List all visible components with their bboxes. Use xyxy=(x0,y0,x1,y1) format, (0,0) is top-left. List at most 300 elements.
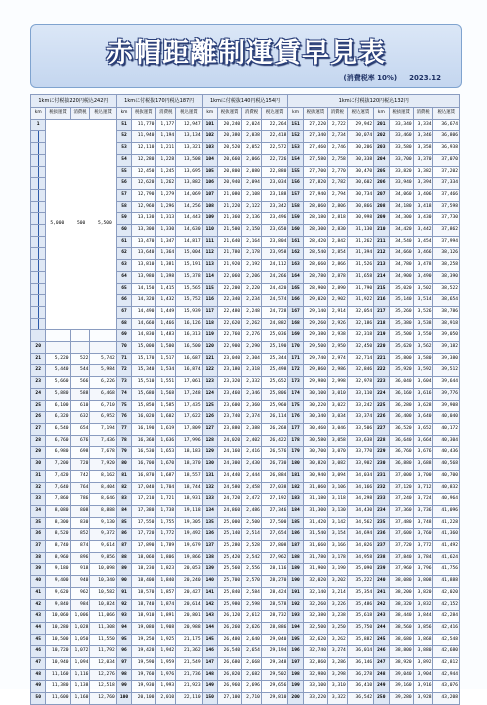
base-fare-cell: 32,740 xyxy=(303,646,327,658)
base-fare-cell: 27,460 xyxy=(303,143,327,155)
km-cell: 36 xyxy=(31,529,46,541)
km-cell: 144 xyxy=(202,622,217,634)
base-fare-cell: 30,220 xyxy=(303,400,327,412)
km-cell: 122 xyxy=(202,365,217,377)
km-cell: 114 xyxy=(202,271,217,283)
tax-cell: 3,604 xyxy=(413,377,433,389)
tax-cell: 1,891 xyxy=(156,611,176,623)
tax-cell: 3,514 xyxy=(413,295,433,307)
km-cell: 138 xyxy=(202,552,217,564)
tax-cell: 3,844 xyxy=(413,611,433,623)
tax-cell: 2,458 xyxy=(242,482,262,494)
total-fare-cell: 36,674 xyxy=(433,119,460,131)
km-cell: 108 xyxy=(202,201,217,213)
km-cell: 232 xyxy=(374,482,389,494)
tax-cell: 2,598 xyxy=(242,599,262,611)
total-fare-cell: 29,348 xyxy=(261,658,287,670)
base-fare-cell: 5,440 xyxy=(46,365,70,377)
km-cell: 70 xyxy=(116,342,131,354)
tax-cell: 3,466 xyxy=(413,248,433,260)
tax-note: (消費税率 10%) xyxy=(343,74,398,82)
base-fare-cell: 26,540 xyxy=(217,646,241,658)
total-fare-cell: 38,654 xyxy=(433,295,460,307)
km-cell: 69 xyxy=(116,330,131,342)
tax-cell: 3,046 xyxy=(327,423,347,435)
tax-cell: 2,556 xyxy=(242,564,262,576)
total-fare-cell: 7,194 xyxy=(90,423,116,435)
base-fare-cell: 22,480 xyxy=(217,306,241,318)
tax-cell: 962 xyxy=(70,587,90,599)
km-cell xyxy=(31,283,46,295)
km-cell: 214 xyxy=(374,271,389,283)
km-cell: 50 xyxy=(31,693,46,705)
base-fare-cell: 36,640 xyxy=(389,435,413,447)
total-fare-cell: 11,792 xyxy=(90,646,116,658)
group-header: 1kmに付税抜220円税込242円 xyxy=(31,95,117,108)
km-cell: 185 xyxy=(288,517,303,529)
base-fare-cell: 23,320 xyxy=(217,377,241,389)
km-cell: 1 xyxy=(31,119,46,131)
total-fare-cell: 37,862 xyxy=(433,225,460,237)
km-cell: 97 xyxy=(116,658,131,670)
total-fare-cell: 42,416 xyxy=(433,622,460,634)
total-fare-cell: 24,882 xyxy=(261,318,287,330)
base-fare-cell: 20,660 xyxy=(217,154,241,166)
tax-cell: 2,262 xyxy=(242,318,262,330)
total-fare-cell: 36,806 xyxy=(433,131,460,143)
tax-cell: 2,998 xyxy=(327,377,347,389)
total-fare-cell: 31,130 xyxy=(347,225,373,237)
base-fare-cell: 31,660 xyxy=(303,541,327,553)
tax-cell: 676 xyxy=(70,435,90,447)
total-fare-cell: 39,908 xyxy=(433,400,460,412)
tax-cell: 1,534 xyxy=(156,365,176,377)
first-block-base: 5,000 xyxy=(50,221,65,227)
tax-cell: 2,794 xyxy=(327,189,347,201)
km-cell xyxy=(31,248,46,260)
total-fare-cell: 30,602 xyxy=(347,178,373,190)
tax-cell: 3,094 xyxy=(327,470,347,482)
base-fare-cell: 6,100 xyxy=(46,400,70,412)
total-fare-cell: 19,305 xyxy=(176,517,202,529)
tax-cell: 3,034 xyxy=(327,412,347,424)
km-cell: 204 xyxy=(374,154,389,166)
total-fare-cell: 16,500 xyxy=(176,342,202,354)
km-cell: 150 xyxy=(202,693,217,705)
base-fare-cell: 28,540 xyxy=(303,248,327,260)
base-fare-cell: 34,060 xyxy=(389,189,413,201)
tax-cell: 918 xyxy=(70,564,90,576)
base-fare-cell: 36,040 xyxy=(389,377,413,389)
column-header-tax: 消費税 xyxy=(70,108,90,120)
base-fare-cell: 18,910 xyxy=(132,611,156,623)
km-cell: 146 xyxy=(202,646,217,658)
tax-cell: 2,178 xyxy=(242,248,262,260)
total-fare-cell: 20,240 xyxy=(176,576,202,588)
tax-cell: 3,274 xyxy=(327,646,347,658)
down-arrow-icon xyxy=(38,225,39,236)
tax-cell: 3,796 xyxy=(413,564,433,576)
total-fare-cell: 33,242 xyxy=(347,400,373,412)
tax-cell: 3,010 xyxy=(327,388,347,400)
km-cell: 23 xyxy=(31,377,46,389)
km-cell xyxy=(31,271,46,283)
tax-cell: 1,721 xyxy=(156,494,176,506)
total-fare-cell: 34,034 xyxy=(347,470,373,482)
tax-cell: 1,330 xyxy=(156,225,176,237)
base-fare-cell: 10,720 xyxy=(46,646,70,658)
tax-cell: 3,904 xyxy=(413,669,433,681)
total-fare-cell: 41,624 xyxy=(433,552,460,564)
base-fare-cell: 37,120 xyxy=(389,482,413,494)
base-fare-cell: 16,190 xyxy=(132,423,156,435)
km-cell: 37 xyxy=(31,541,46,553)
base-fare-cell: 25,140 xyxy=(217,529,241,541)
tax-cell: 1,670 xyxy=(156,459,176,471)
total-fare-cell: 27,654 xyxy=(261,529,287,541)
total-fare-cell: 8,888 xyxy=(90,505,116,517)
tax-cell: 1,976 xyxy=(156,669,176,681)
km-cell: 127 xyxy=(202,423,217,435)
table-row xyxy=(31,517,460,529)
tax-cell: 3,712 xyxy=(413,482,433,494)
total-fare-cell: 15,191 xyxy=(176,260,202,272)
tax-cell: 2,654 xyxy=(242,646,262,658)
total-fare-cell: 36,938 xyxy=(433,143,460,155)
table-row xyxy=(31,330,460,342)
tax-cell: 3,118 xyxy=(327,494,347,506)
total-fare-cell: 14,817 xyxy=(176,236,202,248)
base-fare-cell: 36,160 xyxy=(389,388,413,400)
base-fare-cell: 30,460 xyxy=(303,423,327,435)
base-fare-cell: 18,570 xyxy=(132,587,156,599)
km-cell: 155 xyxy=(288,166,303,178)
tax-cell: 3,286 xyxy=(327,658,347,670)
fare-table-body xyxy=(31,119,460,704)
total-fare-cell: 40,832 xyxy=(433,482,460,494)
km-cell: 131 xyxy=(202,470,217,482)
total-fare-cell: 43,208 xyxy=(433,693,460,705)
tax-cell: 1,138 xyxy=(70,681,90,693)
column-header-row xyxy=(31,108,460,120)
total-fare-cell: 32,450 xyxy=(347,342,373,354)
tax-cell: 3,346 xyxy=(413,131,433,143)
km-cell: 45 xyxy=(31,634,46,646)
base-fare-cell: 23,180 xyxy=(217,365,241,377)
base-fare-cell: 32,260 xyxy=(303,599,327,611)
total-fare-cell: 16,687 xyxy=(176,353,202,365)
tax-cell: 3,880 xyxy=(413,646,433,658)
total-fare-cell: 6,710 xyxy=(90,400,116,412)
total-fare-cell: 15,378 xyxy=(176,271,202,283)
tax-cell: 984 xyxy=(70,599,90,611)
base-fare-cell: 31,780 xyxy=(303,552,327,564)
total-fare-cell: 25,652 xyxy=(261,377,287,389)
table-row xyxy=(31,388,460,400)
total-fare-cell: 38,126 xyxy=(433,248,460,260)
km-cell: 40 xyxy=(31,576,46,588)
base-fare-cell: 29,020 xyxy=(303,295,327,307)
km-cell: 207 xyxy=(374,189,389,201)
tax-cell: 2,164 xyxy=(242,236,262,248)
total-fare-cell: 16,313 xyxy=(176,330,202,342)
base-fare-cell: 39,280 xyxy=(389,693,413,705)
km-cell: 242 xyxy=(374,599,389,611)
km-cell: 154 xyxy=(288,154,303,166)
total-fare-cell: 25,960 xyxy=(261,400,287,412)
base-fare-cell: 12,450 xyxy=(132,166,156,178)
total-fare-cell: 19,679 xyxy=(176,541,202,553)
tax-cell: 3,820 xyxy=(413,587,433,599)
total-fare-cell: 23,188 xyxy=(261,189,287,201)
total-fare-cell: 15,004 xyxy=(176,248,202,260)
group-header: 1kmに付税抜140円税込154円 xyxy=(202,95,288,108)
total-fare-cell: 23,342 xyxy=(261,201,287,213)
base-fare-cell: 37,240 xyxy=(389,494,413,506)
total-fare-cell: 19,492 xyxy=(176,529,202,541)
base-fare-cell: 22,200 xyxy=(217,283,241,295)
total-fare-cell: 29,040 xyxy=(261,634,287,646)
table-row xyxy=(31,622,460,634)
total-fare-cell: 5,984 xyxy=(90,365,116,377)
km-cell: 75 xyxy=(116,400,131,412)
tax-cell: 2,472 xyxy=(242,494,262,506)
total-fare-cell: 10,340 xyxy=(90,576,116,588)
km-cell: 230 xyxy=(374,459,389,471)
km-cell xyxy=(31,131,46,143)
tax-cell: 3,478 xyxy=(413,260,433,272)
base-fare-cell: 35,800 xyxy=(389,353,413,365)
base-fare-cell: 5,880 xyxy=(46,388,70,400)
km-cell: 224 xyxy=(374,388,389,400)
total-fare-cell: 29,194 xyxy=(261,646,287,658)
tax-cell: 2,346 xyxy=(242,388,262,400)
total-fare-cell: 23,034 xyxy=(261,178,287,190)
base-fare-cell: 12,110 xyxy=(132,143,156,155)
base-fare-cell: 15,170 xyxy=(132,353,156,365)
column-header-tax: 消費税 xyxy=(242,108,262,120)
total-fare-cell: 14,630 xyxy=(176,225,202,237)
km-cell: 120 xyxy=(202,342,217,354)
km-cell: 32 xyxy=(31,482,46,494)
km-cell: 26 xyxy=(31,412,46,424)
table-row xyxy=(31,552,460,564)
tax-cell: 1,449 xyxy=(156,306,176,318)
km-cell: 136 xyxy=(202,529,217,541)
base-fare-cell: 16,700 xyxy=(132,459,156,471)
km-cell: 62 xyxy=(116,248,131,260)
total-fare-cell: 37,070 xyxy=(433,154,460,166)
km-cell: 219 xyxy=(374,330,389,342)
table-row xyxy=(31,611,460,623)
tax-cell: 2,612 xyxy=(242,611,262,623)
tax-cell: 3,628 xyxy=(413,400,433,412)
km-cell: 167 xyxy=(288,306,303,318)
table-row xyxy=(31,529,460,541)
tax-cell: 2,136 xyxy=(242,213,262,225)
km-cell: 196 xyxy=(288,646,303,658)
base-fare-cell: 19,250 xyxy=(132,634,156,646)
km-cell: 180 xyxy=(288,459,303,471)
tax-cell: 3,640 xyxy=(413,412,433,424)
total-fare-cell: 40,964 xyxy=(433,494,460,506)
base-fare-cell: 38,920 xyxy=(389,658,413,670)
base-fare-cell: 9,620 xyxy=(46,587,70,599)
tax-cell: 1,568 xyxy=(156,388,176,400)
km-cell: 243 xyxy=(374,611,389,623)
tax-cell: 1,602 xyxy=(156,412,176,424)
tax-cell: 2,360 xyxy=(242,400,262,412)
tax-cell: 2,108 xyxy=(242,189,262,201)
base-fare-cell: 32,980 xyxy=(303,669,327,681)
fare-cell xyxy=(46,342,70,354)
base-fare-cell: 32,380 xyxy=(303,611,327,623)
total-fare-cell: 20,614 xyxy=(176,599,202,611)
km-cell: 181 xyxy=(288,470,303,482)
total-fare-cell: 35,882 xyxy=(347,634,373,646)
base-fare-cell: 8,300 xyxy=(46,517,70,529)
tax-cell: 2,938 xyxy=(327,330,347,342)
total-fare-cell: 19,118 xyxy=(176,505,202,517)
total-fare-cell: 42,284 xyxy=(433,611,460,623)
base-fare-cell: 29,500 xyxy=(303,342,327,354)
km-cell: 72 xyxy=(116,365,131,377)
km-cell: 141 xyxy=(202,587,217,599)
km-cell: 128 xyxy=(202,435,217,447)
km-cell: 22 xyxy=(31,365,46,377)
total-fare-cell: 21,549 xyxy=(176,658,202,670)
tax-cell: 1,211 xyxy=(156,143,176,155)
km-cell: 88 xyxy=(116,552,131,564)
km-cell: 159 xyxy=(288,213,303,225)
total-fare-cell: 26,422 xyxy=(261,435,287,447)
base-fare-cell: 37,960 xyxy=(389,564,413,576)
tax-cell: 2,986 xyxy=(327,365,347,377)
total-fare-cell: 39,512 xyxy=(433,365,460,377)
total-fare-cell: 36,410 xyxy=(347,681,373,693)
base-fare-cell: 14,830 xyxy=(132,330,156,342)
total-fare-cell: 31,262 xyxy=(347,236,373,248)
total-fare-cell: 42,680 xyxy=(433,646,460,658)
total-fare-cell: 7,678 xyxy=(90,447,116,459)
base-fare-cell: 20,380 xyxy=(217,131,241,143)
km-cell: 33 xyxy=(31,494,46,506)
base-fare-cell: 17,040 xyxy=(132,482,156,494)
tax-cell: 2,066 xyxy=(242,154,262,166)
table-row xyxy=(31,447,460,459)
km-cell: 119 xyxy=(202,330,217,342)
base-fare-cell: 25,420 xyxy=(217,552,241,564)
km-cell: 145 xyxy=(202,634,217,646)
tax-cell: 1,432 xyxy=(156,295,176,307)
km-cell: 58 xyxy=(116,201,131,213)
base-fare-cell: 39,040 xyxy=(389,669,413,681)
tax-cell: 2,514 xyxy=(242,529,262,541)
table-row xyxy=(31,576,460,588)
total-fare-cell: 36,542 xyxy=(347,693,373,705)
table-row xyxy=(31,470,460,482)
km-cell: 35 xyxy=(31,517,46,529)
km-cell: 163 xyxy=(288,260,303,272)
base-fare-cell: 25,840 xyxy=(217,587,241,599)
total-fare-cell: 12,947 xyxy=(176,119,202,131)
base-fare-cell: 28,660 xyxy=(303,260,327,272)
tax-cell: 3,676 xyxy=(413,447,433,459)
tax-cell: 3,226 xyxy=(327,599,347,611)
tax-cell: 2,830 xyxy=(327,225,347,237)
tax-cell: 2,842 xyxy=(327,236,347,248)
tax-cell: 3,262 xyxy=(327,634,347,646)
tax-cell: 1,313 xyxy=(156,213,176,225)
tax-cell: 2,758 xyxy=(327,154,347,166)
total-fare-cell: 27,038 xyxy=(261,482,287,494)
total-fare-cell: 12,760 xyxy=(90,693,116,705)
tax-cell: 1,551 xyxy=(156,377,176,389)
total-fare-cell: 28,424 xyxy=(261,587,287,599)
column-header-base: 税抜運賃 xyxy=(132,108,156,120)
column-header-base: 税抜運賃 xyxy=(303,108,327,120)
km-cell: 201 xyxy=(374,119,389,131)
fare-cell xyxy=(46,330,70,342)
total-fare-cell: 31,526 xyxy=(347,260,373,272)
total-fare-cell: 40,040 xyxy=(433,412,460,424)
total-fare-cell: 29,502 xyxy=(261,669,287,681)
tax-cell: 1,959 xyxy=(156,658,176,670)
km-cell: 161 xyxy=(288,236,303,248)
km-cell: 171 xyxy=(288,353,303,365)
page-title: 赤帽距離制運賃早見表 xyxy=(106,38,386,69)
total-fare-cell: 33,374 xyxy=(347,412,373,424)
tax-cell: 2,094 xyxy=(242,178,262,190)
tax-cell: 1,347 xyxy=(156,236,176,248)
base-fare-cell: 23,040 xyxy=(217,353,241,365)
total-fare-cell: 42,944 xyxy=(433,669,460,681)
base-fare-cell: 6,760 xyxy=(46,435,70,447)
km-cell: 124 xyxy=(202,388,217,400)
total-fare-cell: 14,443 xyxy=(176,213,202,225)
base-fare-cell: 30,940 xyxy=(303,470,327,482)
total-fare-cell: 26,576 xyxy=(261,447,287,459)
km-cell: 229 xyxy=(374,447,389,459)
base-fare-cell: 8,740 xyxy=(46,541,70,553)
base-fare-cell: 16,870 xyxy=(132,470,156,482)
base-fare-cell: 22,060 xyxy=(217,271,241,283)
base-fare-cell: 37,000 xyxy=(389,470,413,482)
total-fare-cell: 35,750 xyxy=(347,622,373,634)
km-cell: 203 xyxy=(374,143,389,155)
base-fare-cell: 19,420 xyxy=(132,646,156,658)
total-fare-cell: 26,884 xyxy=(261,470,287,482)
base-fare-cell: 10,060 xyxy=(46,611,70,623)
total-fare-cell: 33,110 xyxy=(347,388,373,400)
first-block-fares xyxy=(46,119,116,330)
base-fare-cell: 23,600 xyxy=(217,400,241,412)
tax-cell: 3,538 xyxy=(413,318,433,330)
tax-cell: 3,856 xyxy=(413,622,433,634)
base-fare-cell: 36,400 xyxy=(389,412,413,424)
km-cell: 233 xyxy=(374,494,389,506)
base-fare-cell: 35,020 xyxy=(389,283,413,295)
total-fare-cell: 18,183 xyxy=(176,447,202,459)
km-cell: 90 xyxy=(116,576,131,588)
base-fare-cell: 15,000 xyxy=(132,342,156,354)
total-fare-cell: 42,812 xyxy=(433,658,460,670)
base-fare-cell: 15,680 xyxy=(132,388,156,400)
km-cell xyxy=(31,178,46,190)
km-cell: 53 xyxy=(116,143,131,155)
base-fare-cell: 21,080 xyxy=(217,189,241,201)
first-block-tax: 500 xyxy=(76,221,86,227)
